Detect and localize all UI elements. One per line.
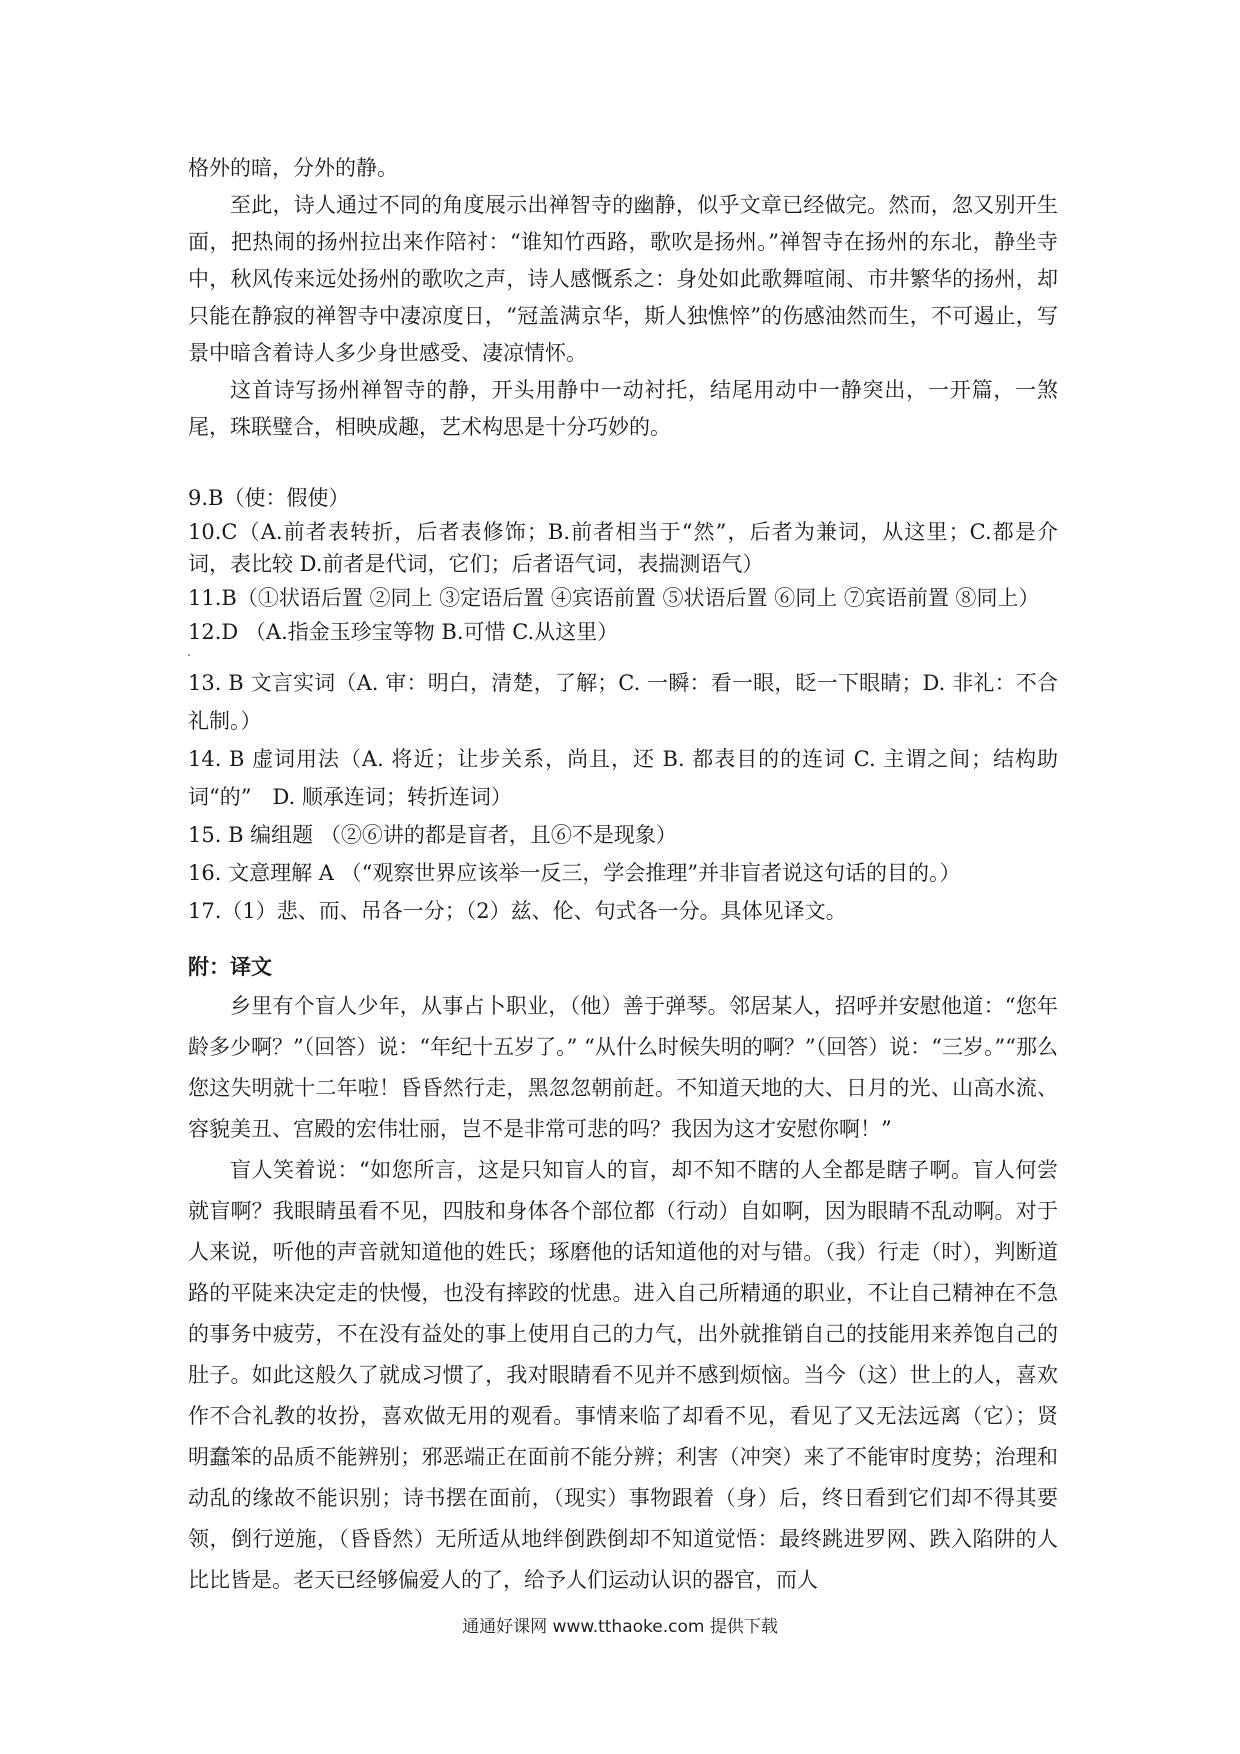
analysis-paragraph: 格外的暗，分外的静。 xyxy=(188,156,398,180)
answer-item: 14. B 虚词用法（A. 将近；让步关系，尚且，还 B. 都表目的的连词 C. 主谓之间；结构助词“的” D. 顺承连词；转折连词） xyxy=(188,747,1058,809)
answer-item: 10.C（A.前者表转折，后者表修饰；B.前者相当于“然”，后者为兼词，从这里；C.都是介词，表比较 D.前者是代词，它们；后者语气词，表揣测语气） xyxy=(188,520,1058,576)
answer-item: 15. B 编组题 （②⑥讲的都是盲者，且⑥不是现象） xyxy=(188,823,677,847)
analysis-paragraph: 至此，诗人通过不同的角度展示出禅智寺的幽静，似乎文章已经做完。然而，忽又别开生面，把热闹的扬州拉出来作陪衬：“谁知竹西路，歌吹是扬州。”禅智寺在扬州的东北，静坐寺中，秋风传来远处扬州的歌吹之声，诗人感慨系之：身处如此歌舞喧闹、市井繁华的扬州，却只能在静寂的禅智寺中凄凉度日，“冠盖满京华，斯人独憔悴”的伤感油然而生，不可遏止，写景中暗含着诗人多少身世感受、凄凉情怀。 xyxy=(188,193,1058,365)
answer-item: 16. 文意理解 A （“观察世界应该举一反三，学会推理”并非盲者说这句话的目的。） xyxy=(188,861,961,885)
answer-key-part-1 xyxy=(188,482,1058,648)
stray-mark xyxy=(188,650,1058,664)
document-page xyxy=(188,150,1058,1601)
poem-analysis xyxy=(188,150,1058,446)
page-footer: 通通好课网 www.tthaoke.com 提供下载 xyxy=(462,1617,778,1637)
answer-item: 13. B 文言实词（A. 审：明白，清楚，了解；C. 一瞬：看一眼，眨一下眼睛；D. 非礼：不合礼制。） xyxy=(188,671,1058,733)
translation-heading: 附：译文 xyxy=(188,954,272,979)
translation-paragraph: 盲人笑着说：“如您所言，这是只知盲人的盲，却不知不瞎的人全都是瞎子啊。盲人何尝就盲啊？我眼睛虽看不见，四肢和身体各个部位都（行动）自如啊，因为眼睛不乱动啊。对于人来说，听他的声音就知道他的姓氏；琢磨他的话知道他的对与错。（我）行走（时），判断道路的平陡来决定走的快慢，也没有摔跤的忧患。进入自己所精通的职业，不让自己精神在不急的事务中疲劳，不在没有益处的事上使用自己的力气，出外就推销自己的技能用来养饱自己的肚子。如此这般久了就成习惯了，我对眼睛看不见并不感到烦恼。当今（这）世上的人，喜欢作不合礼教的妆扮，喜欢做无用的观看。事情来临了却看不见，看见了又无法远离（它）；贤明蠢笨的品质不能辨别；邪恶端正在面前不能分辨；利害（冲突）来了不能审时度势；治理和动乱的缘故不能识别；诗书摆在面前，（现实）事物跟着（身）后，终日看到它们却不得其要领，倒行逆施，（昏昏然）无所适从地绊倒跌倒却不知道觉悟：最终跳进罗网、跌入陷阱的人比比皆是。老天已经够偏爱人的了，给予人们运动认识的器官，而人 xyxy=(188,1158,1058,1592)
answer-item: 9.B（使：假使） xyxy=(188,486,350,510)
answer-item: 17.（1）悲、而、吊各一分；（2）兹、伦、句式各一分。具体见译文。 xyxy=(188,899,847,923)
translation-body xyxy=(188,986,1058,1601)
answer-item: 12.D （A.指金玉珍宝等物 B.可惜 C.从这里） xyxy=(188,620,619,644)
analysis-paragraph: 这首诗写扬州禅智寺的静，开头用静中一动衬托，结尾用动中一静突出，一开篇，一煞尾，珠联璧合，相映成趣，艺术构思是十分巧妙的。 xyxy=(188,378,1058,439)
answer-key-part-2 xyxy=(188,664,1058,930)
answer-item: 11.B（①状语后置 ②同上 ③定语后置 ④宾语前置 ⑤状语后置 ⑥同上 ⑦宾语前置 ⑧同上） xyxy=(188,586,1040,610)
translation-paragraph: 乡里有个盲人少年，从事占卜职业，（他）善于弹琴。邻居某人，招呼并安慰他道：“您年龄多少啊？”（回答）说：“年纪十五岁了。” “从什么时候失明的啊？”（回答）说：“三岁。”“那么您这失明就十二年啦！昏昏然行走，黑忽忽朝前赶。不知道天地的大、日月的光、山高水流、容貌美丑、宫殿的宏伟壮丽，岂不是非常可悲的吗？我因为这才安慰你啊！” xyxy=(188,994,1058,1141)
